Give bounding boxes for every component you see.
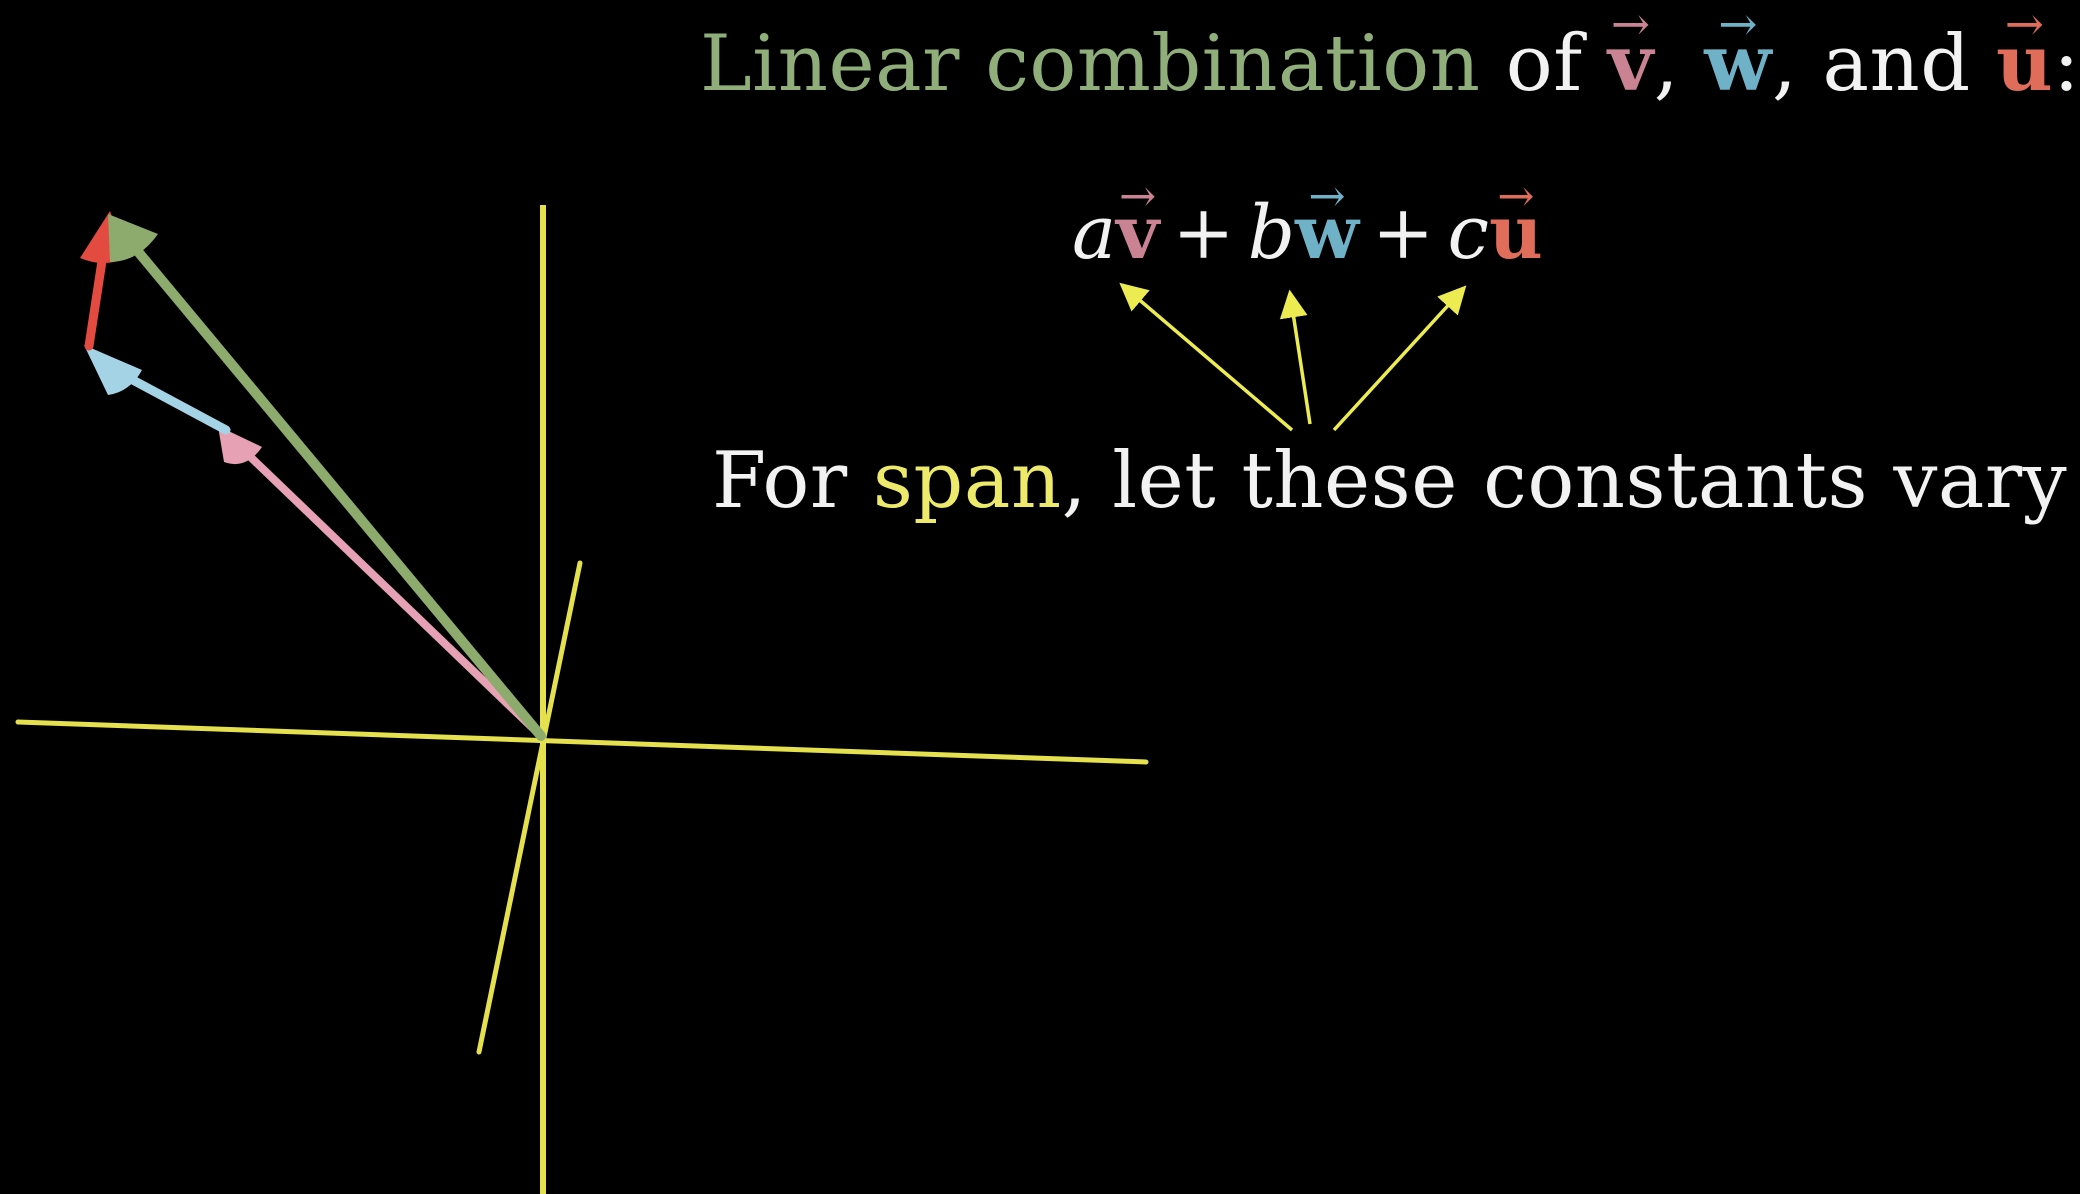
formula-vector-u: → u — [1489, 190, 1543, 276]
vector-arrow-icon — [80, 211, 541, 736]
constant-c: c — [1447, 190, 1489, 276]
formula-vector-w: → w — [1295, 190, 1359, 276]
pointer-arrow-icon — [1122, 285, 1464, 430]
vector-sum-shaft — [130, 242, 541, 736]
title-of: of — [1480, 19, 1608, 109]
title-sep2: , and — [1771, 19, 1996, 109]
caption-span-word: span — [872, 436, 1062, 526]
caption — [712, 436, 2067, 526]
title — [700, 18, 2080, 109]
constant-a: a — [1072, 190, 1117, 276]
vector-w-head — [84, 345, 142, 395]
pointer-to-c — [1334, 288, 1464, 430]
title-vector-v: → v — [1608, 18, 1654, 109]
constant-b: b — [1247, 190, 1296, 276]
title-vector-u: → u — [1996, 18, 2053, 109]
3d-axes-icon — [18, 205, 1146, 1194]
caption-suffix: , let these constants vary — [1061, 436, 2068, 526]
x-axis — [18, 722, 1146, 762]
plus-sign: + — [1172, 190, 1235, 276]
pointer-to-b — [1290, 293, 1310, 424]
title-sep1: , — [1653, 19, 1705, 109]
title-vector-w: → w — [1704, 18, 1772, 109]
caption-prefix: For — [712, 436, 873, 526]
title-colon: : — [2053, 19, 2080, 109]
vector-sum-head — [108, 214, 158, 262]
vector-v-shaft — [238, 445, 541, 736]
formula-vector-v: → v — [1116, 190, 1159, 276]
formula — [1072, 190, 1543, 276]
plus-sign: + — [1372, 190, 1435, 276]
y-axis — [479, 563, 580, 1052]
pointer-to-a — [1122, 285, 1292, 430]
title-phrase: Linear combination — [700, 19, 1481, 109]
